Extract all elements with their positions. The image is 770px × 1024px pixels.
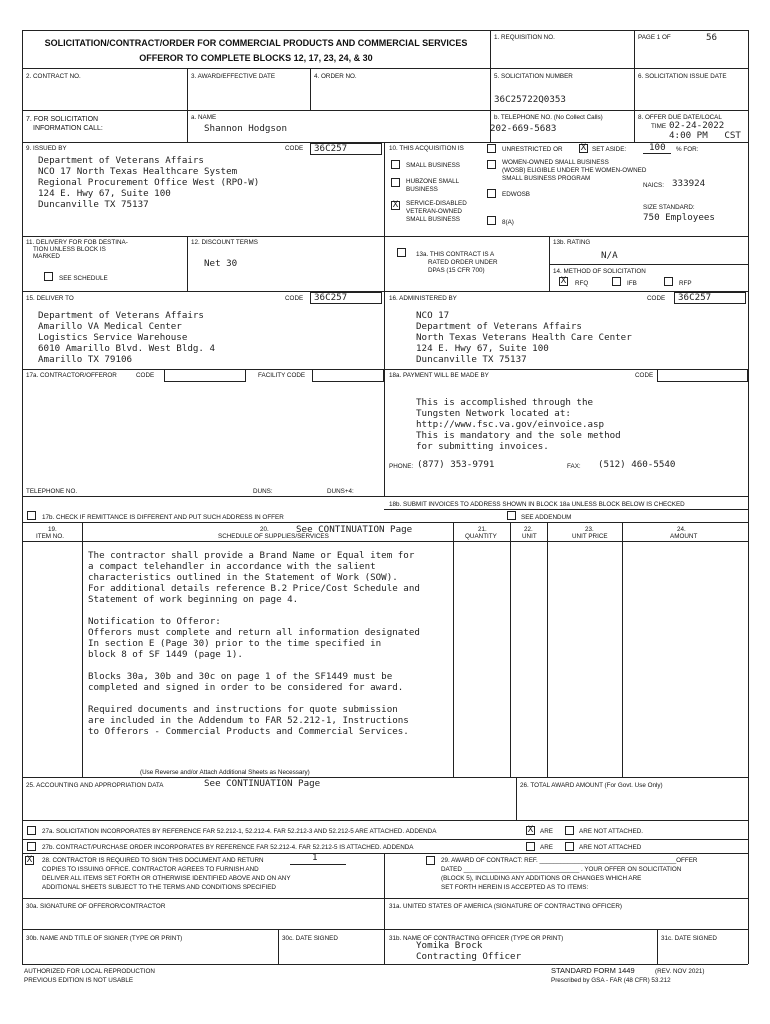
eight-a-label: 8(A) <box>502 219 514 226</box>
rated-order-label-2: RATED ORDER UNDER <box>428 259 498 266</box>
col-item-no: ITEM NO. <box>36 533 64 540</box>
small-business-label: SMALL BUSINESS <box>406 162 461 169</box>
ifb-checkbox[interactable] <box>612 277 621 286</box>
address-line: Department of Veterans Affairs <box>416 321 582 332</box>
reverse-note: (Use Reverse and/or Attach Additional Sheets as Necessary) <box>140 769 310 776</box>
facility-code-label: FACILITY CODE <box>258 372 306 379</box>
27b-are-checkbox[interactable] <box>526 842 535 851</box>
requisition-label: 1. REQUISITION NO. <box>494 34 555 41</box>
27b-label: 27b. CONTRACT/PURCHASE ORDER INCORPORATES BY REFERENCE FAR 52.212-4. FAR 52.212-5 IS ATTACHED. ADDENDA <box>42 844 414 851</box>
28-checkbox[interactable]: X <box>26 855 33 865</box>
schedule-line: Offerors must complete and return all information designated <box>88 627 420 638</box>
col-amount: AMOUNT <box>670 533 698 540</box>
signer-name-label: 30b. NAME AND TITLE OF SIGNER (TYPE OR PRINT) <box>26 935 183 942</box>
schedule-line: to Offerors - Commercial Products and Commercial Services. <box>88 726 409 737</box>
col-quantity-num: 21. <box>478 526 487 533</box>
accounting-label: 25. ACCOUNTING AND APPROPRIATION DATA <box>26 782 164 789</box>
col-supplies-num: 20. <box>260 526 269 533</box>
administered-by-label: 16. ADMINISTERED BY <box>389 295 457 302</box>
submit-invoices-label: 18b. SUBMIT INVOICES TO ADDRESS SHOWN IN BLOCK 18a UNLESS BLOCK BELOW IS CHECKED <box>389 501 685 508</box>
remittance-checkbox[interactable] <box>27 511 36 520</box>
prescribed-by: Prescribed by GSA - FAR (48 CFR) 53.212 <box>551 977 671 984</box>
rated-order-checkbox[interactable] <box>397 248 406 257</box>
due-time-label: TIME <box>651 123 667 130</box>
set-aside-percent[interactable]: 100 <box>649 142 666 153</box>
officer-signature-label: 31a. UNITED STATES OF AMERICA (SIGNATURE OF CONTRACTING OFFICER) <box>389 903 623 910</box>
27a-checkbox[interactable] <box>27 826 36 835</box>
28-label-3: DELIVER ALL ITEMS SET FORTH OR OTHERWISE IDENTIFIED ABOVE AND ON ANY <box>42 875 291 882</box>
see-addendum-label: SEE ADDENDUM <box>521 514 572 521</box>
acquisition-label: 10. THIS ACQUISITION IS <box>389 145 464 152</box>
payment-label: 18a. PAYMENT WILL BE MADE BY <box>389 372 489 379</box>
sdvosb-label-3: SMALL BUSINESS <box>406 216 461 223</box>
form-number: STANDARD FORM 1449 <box>551 966 635 975</box>
set-aside-label: SET ASIDE: <box>592 146 627 153</box>
footer-previous-edition: PREVIOUS EDITION IS NOT USABLE <box>24 977 134 984</box>
edwosb-label: EDWOSB <box>502 191 530 198</box>
due-date-label: 8. OFFER DUE DATE/LOCAL <box>638 114 722 121</box>
date-signed-30c-label: 30c. DATE SIGNED <box>282 935 338 942</box>
copies-underline <box>290 864 346 865</box>
date-signed-31c-label: 31c. DATE SIGNED <box>661 935 717 942</box>
col-amount-num: 24. <box>677 526 686 533</box>
rated-order-label: 13a. THIS CONTRACT IS A <box>416 251 495 258</box>
form-title: SOLICITATION/CONTRACT/ORDER FOR COMMERCIAL PRODUCTS AND COMMERCIAL SERVICES <box>44 38 468 48</box>
due-date[interactable]: 02-24-2022 <box>669 120 725 131</box>
accounting-value[interactable]: See CONTINUATION Page <box>204 778 321 789</box>
schedule-line: The contractor shall provide a Brand Name or Equal item for <box>88 550 415 561</box>
form-subtitle: OFFEROR TO COMPLETE BLOCKS 12, 17, 23, 24, & 30 <box>139 53 373 63</box>
offeror-signature-label: 30a. SIGNATURE OF OFFEROR/CONTRACTOR <box>26 903 166 910</box>
hubzone-label: HUBZONE SMALL <box>406 178 460 185</box>
27b-checkbox[interactable] <box>27 842 36 851</box>
schedule-line: In section E (Page 30) prior to the time specified in <box>88 638 382 649</box>
29-label-2: DATED _________________________________ . YOUR OFFER ON SOLICITATION <box>441 866 682 873</box>
phone-label: b. TELEPHONE NO. (No Collect Calls) <box>494 114 603 121</box>
small-business-checkbox[interactable] <box>391 160 400 169</box>
payment-phone[interactable]: (877) 353-9791 <box>417 459 495 470</box>
col-item-no-num: 19. <box>48 526 57 533</box>
payment-line: This is accomplished through the <box>416 397 594 408</box>
wosb-label-2: (WOSB) ELIGIBLE UNDER THE WOMEN-OWNED <box>502 167 647 174</box>
address-line: Duncanville TX 75137 <box>416 354 527 365</box>
copies-value[interactable]: 1 <box>312 852 318 863</box>
27a-not-attached-label: ARE NOT ATTACHED. <box>579 828 644 835</box>
discount-terms[interactable]: Net 30 <box>204 258 238 269</box>
discount-label: 12. DISCOUNT TERMS <box>191 239 258 246</box>
29-checkbox[interactable] <box>426 856 435 865</box>
officer-name[interactable]: Yomika Brock <box>416 940 483 951</box>
rfp-label: RFP <box>679 280 692 287</box>
rating-value[interactable]: N/A <box>601 250 618 261</box>
name-label: a. NAME <box>191 114 217 121</box>
edwosb-checkbox[interactable] <box>487 189 496 198</box>
issued-by-label: 9. ISSUED BY <box>26 145 67 152</box>
contract-no-label: 2. CONTRACT NO. <box>26 73 81 80</box>
deliver-to-label: 15. DELIVER TO <box>26 295 74 302</box>
payment-phone-label: PHONE: <box>389 463 414 470</box>
27a-are-label: ARE <box>540 828 553 835</box>
deliver-code-label: CODE <box>285 295 304 302</box>
wosb-checkbox[interactable] <box>487 160 496 169</box>
27b-not-attached-label: ARE NOT ATTACHED <box>579 844 642 851</box>
address-line: 124 E. Hwy 67, Suite 100 <box>416 343 549 354</box>
28-label-4: ADDITIONAL SHEETS SUBJECT TO THE TERMS AND CONDITIONS SPECIFIED <box>42 884 276 891</box>
set-aside-checkbox[interactable]: X <box>580 143 587 153</box>
fob-label-3: MARKED <box>33 253 60 260</box>
schedule-line: Blocks 30a, 30b and 30c on page 1 of the SF1449 must be <box>88 671 393 682</box>
administered-code-label: CODE <box>647 295 666 302</box>
schedule-line: For additional details reference B.2 Price/Cost Schedule and <box>88 583 420 594</box>
sdvosb-label: SERVICE-DISABLED <box>406 200 467 207</box>
col-supplies: SCHEDULE OF SUPPLIES/SERVICES <box>218 533 329 540</box>
officer-title[interactable]: Contracting Officer <box>416 951 522 962</box>
telephone-label: TELEPHONE NO. <box>26 488 78 495</box>
rfq-checkbox[interactable]: X <box>560 276 567 286</box>
hubzone-checkbox[interactable] <box>391 178 400 187</box>
col-unit-price-num: 23. <box>585 526 594 533</box>
issue-date-label: 6. SOLICITATION ISSUE DATE <box>638 73 727 80</box>
rfp-checkbox[interactable] <box>664 277 673 286</box>
28-label-2: COPIES TO ISSUING OFFICE. CONTRACTOR AGREES TO FURNISH AND <box>42 866 259 873</box>
info-call-label-2: INFORMATION CALL: <box>33 125 103 132</box>
rfq-label: RFQ <box>575 280 589 287</box>
col-unit-price: UNIT PRICE <box>572 533 608 540</box>
payment-line: This is mandatory and the sole method <box>416 430 621 441</box>
naics-code[interactable]: 333924 <box>672 178 706 189</box>
issued-by-code: 36C257 <box>314 143 348 154</box>
eight-a-checkbox[interactable] <box>487 216 496 225</box>
schedule-line: Statement of work beginning on page 4. <box>88 594 299 605</box>
schedule-line: a compact telehandler in accordance with the salient <box>88 561 376 572</box>
27a-label: 27a. SOLICITATION INCORPORATES BY REFERENCE FAR 52.212-1, 52.212-4. FAR 52.212-3 AND 52.212-5 ARE ATTACHED. ADDENDA <box>42 828 437 835</box>
address-line: Amarillo VA Medical Center <box>38 321 182 332</box>
facility-code-box[interactable] <box>312 369 384 382</box>
wosb-label-3: SMALL BUSINESS PROGRAM <box>502 175 591 182</box>
naics-label: NAICS: <box>643 182 664 189</box>
ifb-label: IFB <box>627 280 637 287</box>
duns-label: DUNS: <box>253 488 273 495</box>
col-supplies-value: See CONTINUATION Page <box>296 524 413 535</box>
see-schedule-checkbox[interactable] <box>44 272 53 281</box>
29-label: 29. AWARD OF CONTRACT: REF. _______________________________________OFFER <box>441 857 698 864</box>
fob-label-2: TION UNLESS BLOCK IS <box>33 246 106 253</box>
address-line: NCO 17 <box>416 310 450 321</box>
contact-name[interactable]: Shannon Hodgson <box>204 123 287 134</box>
schedule-line: completed and signed in order to be considered for award. <box>88 682 404 693</box>
address-line: NCO 17 North Texas Healthcare System <box>38 166 238 177</box>
rated-order-label-3: DPAS (15 CFR 700) <box>428 267 485 274</box>
see-schedule-label: SEE SCHEDULE <box>59 275 108 282</box>
contractor-code-box[interactable] <box>164 369 246 382</box>
page-label: PAGE 1 OF <box>638 34 671 41</box>
address-line: North Texas Veterans Health Care Center <box>416 332 632 343</box>
info-call-label: 7. FOR SOLICITATION <box>26 116 99 123</box>
administered-code: 36C257 <box>678 292 712 303</box>
fob-label: 11. DELIVERY FOR FOB DESTINA- <box>26 239 128 246</box>
unrestricted-checkbox[interactable] <box>487 144 496 153</box>
address-line: Duncanville TX 75137 <box>38 199 149 210</box>
address-line: Amarillo TX 79106 <box>38 354 133 365</box>
total-award-label: 26. TOTAL AWARD AMOUNT (For Govt. Use Only) <box>520 782 663 789</box>
hubzone-label-2: BUSINESS <box>406 186 438 193</box>
unrestricted-label: UNRESTRICTED OR <box>502 146 563 153</box>
col-unit: UNIT <box>522 533 537 540</box>
size-standard[interactable]: 750 Employees <box>643 212 715 223</box>
contractor-code-label: CODE <box>136 372 155 379</box>
remittance-label: 17b. CHECK IF REMITTANCE IS DIFFERENT AND PUT SUCH ADDRESS IN OFFER <box>42 514 284 521</box>
order-no-label: 4. ORDER NO. <box>314 73 357 80</box>
payment-code-box[interactable] <box>657 369 748 382</box>
payment-code-label: CODE <box>635 372 654 379</box>
rating-label: 13b. RATING <box>553 239 591 246</box>
address-line: Department of Veterans Affairs <box>38 310 204 321</box>
address-line: 124 E. Hwy 67, Suite 100 <box>38 188 171 199</box>
footer-reproduction: AUTHORIZED FOR LOCAL REPRODUCTION <box>24 968 155 975</box>
28-label: 28. CONTRACTOR IS REQUIRED TO SIGN THIS DOCUMENT AND RETURN <box>42 857 264 864</box>
sdvosb-label-2: VETERAN-OWNED <box>406 208 462 215</box>
schedule-line: block 8 of SF 1449 (page 1). <box>88 649 243 660</box>
page-total: 56 <box>706 32 718 43</box>
payment-fax-label: FAX: <box>567 463 581 470</box>
payment-line: for submitting invoices. <box>416 441 549 452</box>
27b-are-label: ARE <box>540 844 553 851</box>
size-standard-label: SIZE STANDARD: <box>643 204 695 211</box>
form-revision: (REV. NOV 2021) <box>655 968 705 975</box>
percent-for-label: % FOR: <box>676 146 699 153</box>
sdvosb-checkbox[interactable]: X <box>392 200 399 210</box>
issued-by-code-label: CODE <box>285 145 304 152</box>
award-date-label: 3. AWARD/EFFECTIVE DATE <box>191 73 276 80</box>
solicitation-number[interactable]: 36C25722Q0353 <box>494 94 566 105</box>
schedule-line: Notification to Offeror: <box>88 616 221 627</box>
method-label: 14. METHOD OF SOLICITATION <box>553 268 646 275</box>
schedule-line: characteristics outlined in the Statement of Work (SOW). <box>88 572 398 583</box>
payment-line: http://www.fsc.va.gov/einvoice.asp <box>416 419 605 430</box>
address-line: Department of Veterans Affairs <box>38 155 204 166</box>
contractor-label: 17a. CONTRACTOR/OFFEROR <box>26 372 117 379</box>
address-line: 6010 Amarillo Blvd. West Bldg. 4 <box>38 343 216 354</box>
schedule-line: are included in the Addendum to FAR 52.212-1, Instructions <box>88 715 409 726</box>
29-label-3: (BLOCK 5), INCLUDING ANY ADDITIONS OR CHANGES WHICH ARE <box>441 875 642 882</box>
contact-phone[interactable]: 202-669-5683 <box>490 123 557 134</box>
payment-fax[interactable]: (512) 460-5540 <box>598 459 676 470</box>
duns4-label: DUNS+4: <box>327 488 354 495</box>
officer-name-label: 31b. NAME OF CONTRACTING OFFICER (TYPE OR PRINT) <box>389 935 564 942</box>
solicitation-number-label: 5. SOLICITATION NUMBER <box>494 73 573 80</box>
address-line: Regional Procurement Office West (RPO-W) <box>38 177 260 188</box>
address-line: Logistics Service Warehouse <box>38 332 188 343</box>
27b-not-attached-checkbox[interactable] <box>565 842 574 851</box>
see-addendum-checkbox[interactable] <box>507 511 516 520</box>
27a-are-checkbox[interactable]: X <box>527 825 534 835</box>
schedule-line: Required documents and instructions for quote submission <box>88 704 398 715</box>
col-unit-num: 22. <box>524 526 533 533</box>
29-label-4: SET FORTH HEREIN IS ACCEPTED AS TO ITEMS: <box>441 884 589 891</box>
wosb-label: WOMEN-OWNED SMALL BUSINESS <box>502 159 609 166</box>
deliver-code: 36C257 <box>314 292 348 303</box>
payment-line: Tungsten Network located at: <box>416 408 571 419</box>
27a-not-attached-checkbox[interactable] <box>565 826 574 835</box>
due-time[interactable]: 4:00 PM CST <box>669 130 741 141</box>
col-quantity: QUANTITY <box>465 533 497 540</box>
